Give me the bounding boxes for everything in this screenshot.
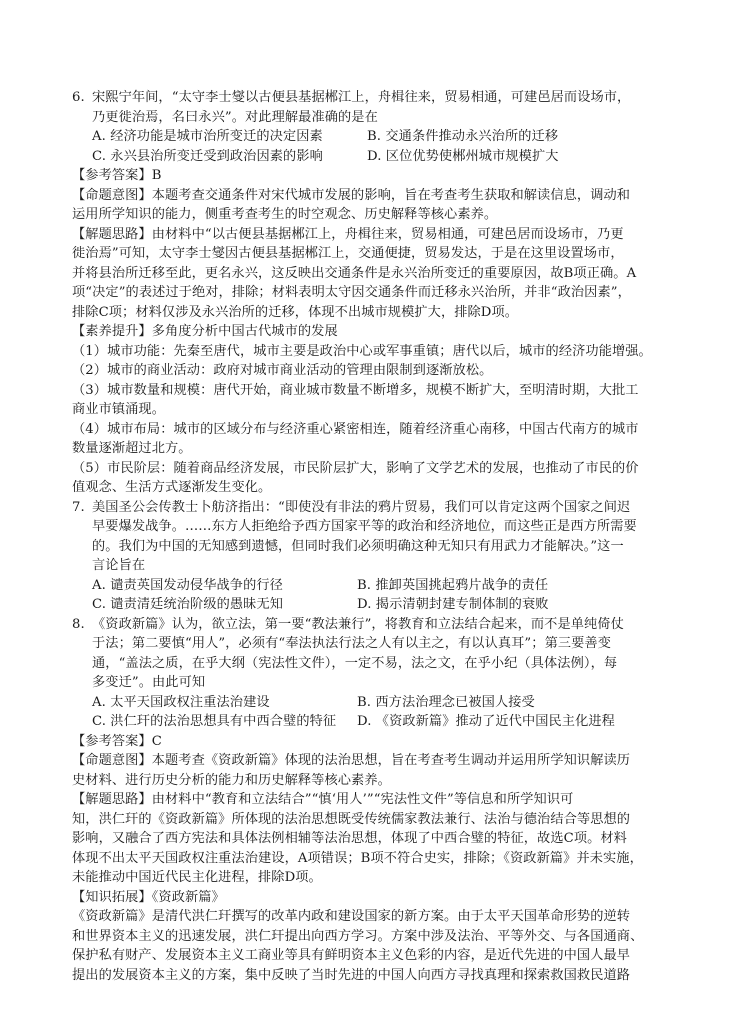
options-row — [72, 693, 672, 713]
options-row — [72, 712, 672, 732]
question-stem-line: 的。我们为中国的无知感到遗憾，但同时我们必须明确这种无知只有用武力才能解决。”这一 — [92, 538, 624, 554]
question-number: 6. — [72, 90, 85, 105]
extension-line: （4）城市布局：城市的区域分布与经济重心紧密相连，随着经济重心南移，中国古代南方的城市 — [72, 421, 639, 437]
option-c: C. 洪仁玕的法治思想具有中西合璧的特征 — [92, 714, 337, 729]
question-stem-line: 乃更徙治焉，名曰永兴”。对此理解最准确的是在 — [92, 109, 378, 125]
extension-line: 保护私有财产、发展资本主义工商业等具有鲜明资本主义色彩的内容，是近代先进的中国人最早 — [72, 948, 631, 963]
analysis-line: 知，洪仁玕的《资政新篇》所体现的法治思想既受传统儒家教法兼行、法治与德治结合等思想的 — [72, 811, 631, 827]
extension-heading: 【知识拓展】《资政新篇》 — [72, 889, 225, 905]
question-stem-line: 多变迁”。由此可知 — [92, 675, 206, 690]
answer-key: 【参考答案】B — [72, 168, 162, 183]
extension-line: 商业市镇涌现。 — [72, 402, 166, 417]
option-a: A. 经济功能是城市治所变迁的决定因素 — [92, 129, 323, 144]
option-b: B. 交通条件推动永兴治所的迁移 — [367, 129, 559, 144]
intent-line: 【命题意图】本题考查交通条件对宋代城市发展的影响，旨在考查考生获取和解读信息，调动和 — [72, 187, 631, 203]
options-row — [72, 595, 672, 615]
question-stem-line: 早要爆发战争。……东方人拒绝给予西方国家平等的政治和经济地位，而这些正是西方所需要 — [92, 519, 637, 534]
question-7 — [72, 498, 672, 576]
analysis-line: 【解题思路】由材料中“教育和立法结合”“慎‘用人’”“宪法性文件”等信息和所学知识可 — [72, 792, 574, 807]
analysis-line: 影响，又融合了西方宪法和具体法例相辅等法治思想，体现了中西合璧的特征，故选C项。材料 — [72, 831, 627, 846]
option-d: D. 揭示清朝封建专制体制的衰败 — [357, 597, 549, 612]
option-a: A. 谴责英国发动侵华战争的行径 — [92, 577, 283, 593]
document-page — [72, 88, 672, 985]
analysis-line: 并将县治所迁移至此，更名永兴，这反映出交通条件是永兴治所变迁的重要原因，故B项正确。A — [72, 265, 637, 281]
option-d: D. 《资政新篇》推动了近代中国民主化进程 — [357, 714, 615, 729]
intent-line: 【命题意图】本题考查《资政新篇》体现的法治思想，旨在考查考生调动并运用所学知识解读历 — [72, 753, 631, 768]
options-row — [72, 147, 672, 167]
question-stem-line: 于法；第二要慎“用人”，必须有“奉法执法行法之人有以主之，有以认真耳”；第三要善变 — [92, 636, 612, 651]
option-b: B. 推卸英国挑起鸦片战争的责任 — [357, 577, 549, 593]
analysis-line: 体现不出太平天国政权注重法治建设，A项错误；B项不符合史实，排除；《资政新篇》并未实施， — [72, 850, 643, 866]
intent-line: 史材料、进行历史分析的能力和历史解释等核心素养。 — [72, 772, 391, 788]
analysis-line: 徙治焉”可知，太守李士燮因古便县基据郴江上，交通便捷，贸易发达，于是在这里设置场市， — [72, 246, 624, 261]
question-stem-line: 言论旨在 — [92, 558, 146, 573]
question-stem-line: 《资政新篇》认为，欲立法，第一要“教法兼行”，将教育和立法结合起来，而不是单纯倚仗 — [92, 616, 624, 632]
option-b: B. 西方法治理念已被国人接受 — [357, 694, 535, 710]
options-row — [72, 127, 672, 147]
analysis-line: 未能推动中国近代民主化进程，排除D项。 — [72, 870, 322, 885]
question-8 — [72, 615, 672, 693]
extension-line: 《资政新篇》是清代洪仁玕撰写的改革内政和建设国家的新方案。由于太平天国革命形势的逆转 — [72, 909, 631, 924]
analysis-line: 【解题思路】由材料中“以古便县基据郴江上，舟楫往来，贸易相通，可建邑居而设场市，乃更 — [72, 226, 624, 242]
option-a: A. 太平天国政权注重法治建设 — [92, 694, 270, 710]
option-c: C. 永兴县治所变迁受到政治因素的影响 — [92, 148, 323, 164]
option-d: D. 区位优势使郴州城市规模扩大 — [367, 148, 559, 164]
extension-line: （3）城市数量和规模：唐代开始，商业城市数量不断增多，规模不断扩大，至明清时期，大批工 — [72, 382, 639, 398]
extension-line: 提出的发展资本主义的方案，集中反映了当时先进的中国人向西方寻找真理和探索救国救民道路 — [72, 967, 631, 983]
options-row — [72, 576, 672, 596]
extension-line: 值观念、生活方式逐渐发生变化。 — [72, 480, 272, 495]
answer-key: 【参考答案】C — [72, 733, 162, 749]
extension-line: 和世界资本主义的迅速发展，洪仁玕提出向西方学习。方案中涉及法治、平等外交、与各国通商、 — [72, 928, 644, 944]
extension-line: （2）城市的商业活动：政府对城市商业活动的管理由限制到逐渐放松。 — [72, 363, 493, 378]
extension-line: 数量逐渐超过北方。 — [72, 441, 192, 456]
question-stem-line: 美国圣公会传教士卜舫济指出：“即使没有非法的鸦片贸易，我们可以肯定这两个国家之间迟 — [92, 499, 631, 515]
analysis-line: 项“决定”的表述过于绝对，排除；材料表明太守因交通条件而迁移永兴治所，并非“政治因素”， — [72, 285, 631, 300]
option-c: C. 谴责清廷统治阶级的愚昧无知 — [92, 597, 284, 612]
question-number: 7. — [72, 499, 85, 515]
extension-line: （5）市民阶层：随着商品经济发展，市民阶层扩大，影响了文学艺术的发展，也推动了市民的价 — [72, 460, 639, 476]
intent-line: 运用所学知识的能力，侧重考查考生的时空观念、历史解释等核心素养。 — [72, 207, 498, 222]
extension-line: （1）城市功能：先秦至唐代，城市主要是政治中心或军事重镇；唐代以后，城市的经济功能增强。 — [72, 343, 652, 359]
question-6 — [72, 88, 672, 127]
extension-heading: 【素养提升】多角度分析中国古代城市的发展 — [72, 324, 338, 339]
question-stem-line: 宋熙宁年间，“太守李士燮以古便县基据郴江上，舟楫往来，贸易相通，可建邑居而设场市， — [92, 90, 631, 105]
question-stem-line: 通，“盖法之质，在乎大纲（宪法性文件），一定不易，法之文，在乎小纪（具体法例），每 — [92, 655, 618, 671]
analysis-line: 排除C项；材料仅涉及永兴治所的迁移，体现不出城市规模扩大，排除D项。 — [72, 304, 519, 320]
question-number: 8. — [72, 616, 85, 632]
